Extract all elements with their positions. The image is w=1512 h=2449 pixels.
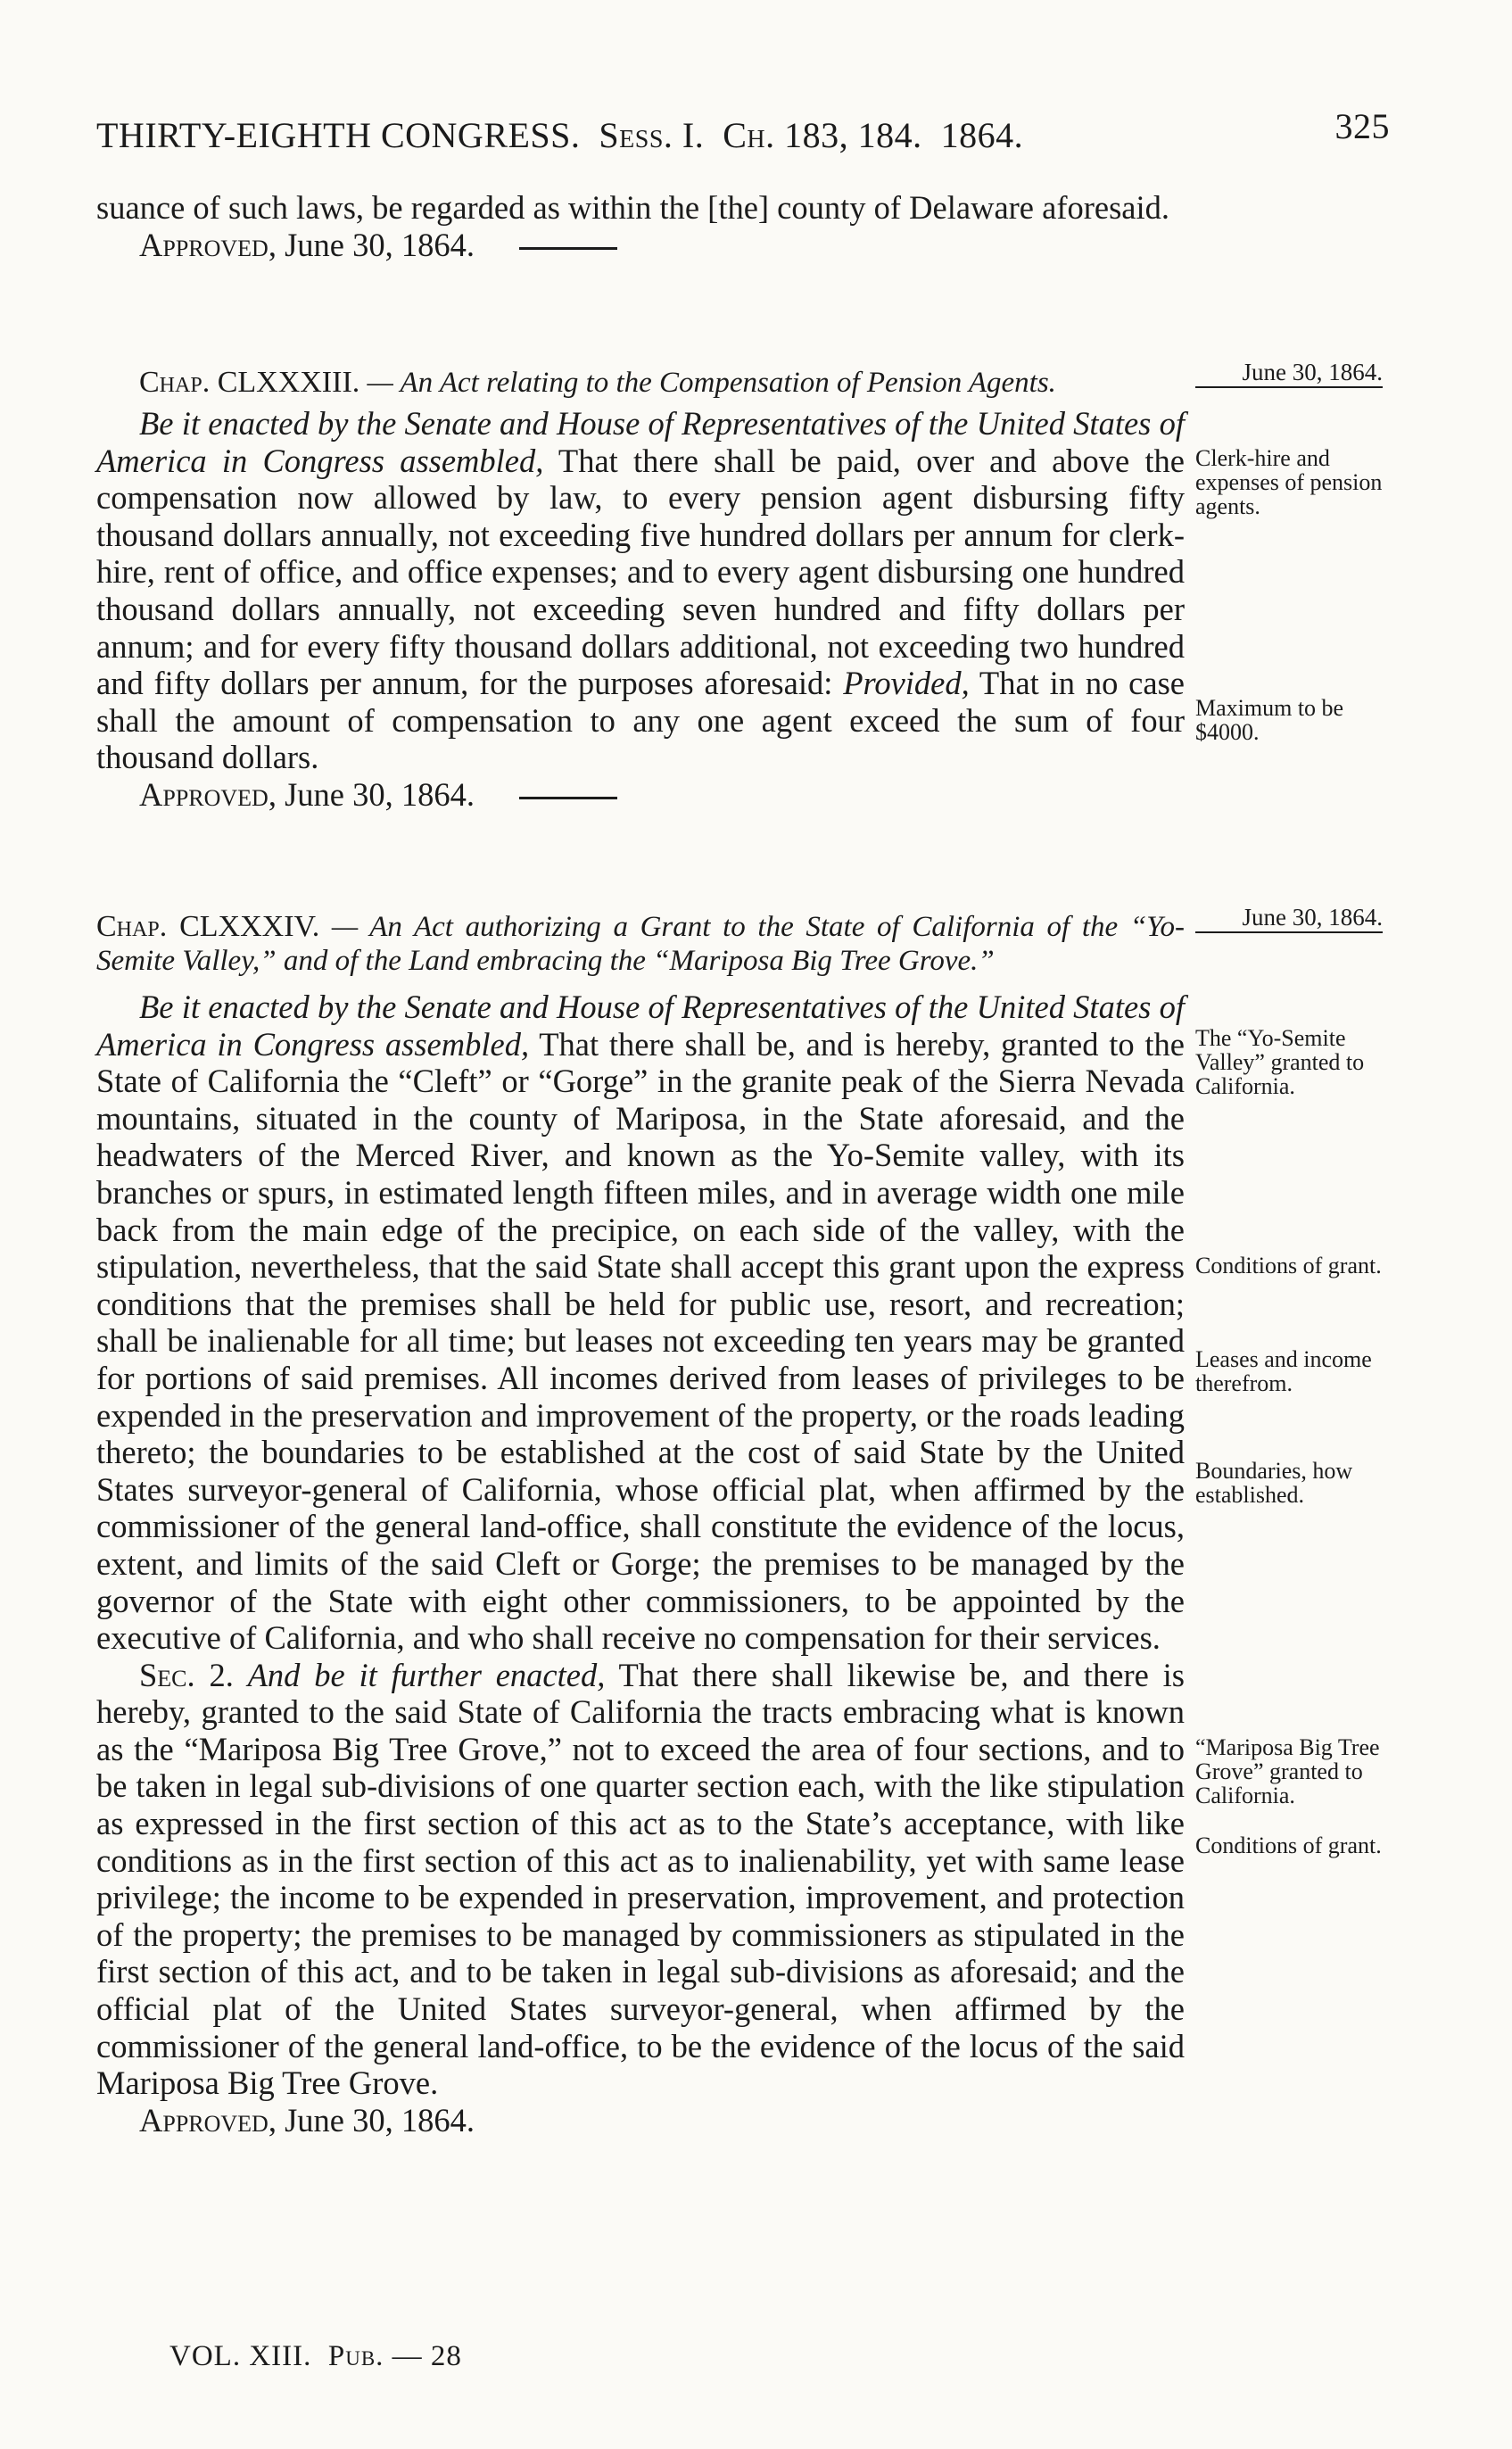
- chapter-range: Ch. 183, 184.: [723, 115, 922, 155]
- running-head: [96, 114, 1023, 156]
- proviso: Provided,: [843, 665, 970, 702]
- chapter-183-body: Be it enacted by the Senate and House of Representatives of the United States of America in Congress assembled, That there shall be paid, over and above the compensation now allowed by law, to every pension agent disbursing fifty thousand dollars annually, not exceeding five hundred dollars per annum for clerk-hire, rent of office, and office expenses; and to every agent disbursing one hundred thousand dollars annually, not exceeding seven hundred and fifty dollars per annum; and for every fifty thousand dollars additional, not exceeding two hundred and fifty dollars per annum, for the purposes aforesaid: Provided, That in no case shall the amount of compensation to any one agent exceed the sum of four thousand dollars.: [96, 405, 1186, 776]
- carryover-section: [96, 189, 1185, 263]
- page-number: 325: [1334, 106, 1390, 146]
- margin-note: Maximum to be $4000.: [1195, 695, 1344, 745]
- section-label: Sec. 2.: [139, 1656, 234, 1693]
- chapter-184-section-2: Sec. 2. And be it further enacted, That there shall likewise be, and there is hereby, granted to the said State of California the tracts embracing what is known as the “Mariposa Big Tree Grove,” not to exceed the area of four sections, and to be taken in legal sub-divisions of one quarter section each, with the like stipulation as expressed in the first section of this act as to the State’s acceptance, with like conditions as in the first section of this act as to inalienability, yet with same lease privilege; the income to be expended in preservation, improvement, and protection of the property; the premises to be managed by commissioners as stipulated in the first section of this act, and to be taken in legal sub-divisions as aforesaid; and the official plat of the United States surveyor-general, when affirmed by the commissioner of the general land-office, to be the evidence of the locus of the said Mariposa Big Tree Grove.: [96, 1656, 1185, 2102]
- section-rule: [519, 797, 617, 799]
- enacting-clause: Be it enacted by the Senate and House of Representatives of the United States of America in Congress assembled,: [96, 989, 1185, 1063]
- running-header: [96, 106, 1390, 164]
- chapter-183: [96, 366, 1185, 814]
- margin-note: The “Yo-Semite Valley” granted to California.: [1195, 1025, 1365, 1099]
- volume-label: VOL. XIII.: [169, 2340, 312, 2372]
- session: Sess. I.: [599, 115, 705, 155]
- chapter-183-approved: Approved, June 30, 1864.: [96, 776, 1185, 814]
- margin-note: Boundaries, how established.: [1195, 1458, 1353, 1508]
- margin-note: Conditions of grant.: [1195, 1253, 1382, 1278]
- margin-note: “Mariposa Big Tree Grove” granted to California.: [1195, 1734, 1380, 1808]
- pub-label: Pub. — 28: [327, 2340, 462, 2372]
- carryover-text: suance of such laws, be regarded as within the [the] county of Delaware aforesaid.: [96, 189, 1170, 226]
- margin-note: Clerk-hire and expenses of pension agents.: [1195, 445, 1383, 519]
- chapter-184-date-note: June 30, 1864.: [1195, 906, 1405, 933]
- chapter-183-title: Chap. CLXXXIII. — An Act relating to the Compensation of Pension Agents.: [139, 366, 1056, 399]
- margin-note: Leases and income therefrom.: [1195, 1346, 1372, 1396]
- chapter-184-title: Chap. CLXXXIV. — An Act authorizing a Grant to the State of California of the “Yo-Semite Valley,” and of the Land embracing the “Mariposa Big Tree Grove.”: [96, 910, 1185, 977]
- chapter-184: [96, 910, 1185, 2139]
- carryover-approved: Approved, June 30, 1864.: [96, 227, 1185, 264]
- chapter-183-date-note: June 30, 1864.: [1195, 360, 1405, 388]
- header-year: 1864.: [940, 115, 1024, 155]
- chapter-184-section-1: Be it enacted by the Senate and House of Representatives of the United States of America in Congress assembled, That there shall be, and is hereby, granted to the State of California the “Cleft” or “Gorge” in the granite peak of the Sierra Nevada mountains, situated in the county of Mariposa, in the State aforesaid, and the headwaters of the Merced River, and known as the Yo-Semite valley, with its branches or spurs, in estimated length fifteen miles, and in average width one mile back from the main edge of the precipice, on each side of the valley, with the stipulation, nevertheless, that the said State shall accept this grant upon the express conditions that the premises shall be held for public use, resort, and recreation; shall be inalienable for all time; but leases not exceeding ten years may be granted for portions of said premises. All incomes derived from leases of privileges to be expended in the preservation and improvement of the property, or the roads leading thereto; the boundaries to be established at the cost of said State by the United States surveyor-general of California, whose official plat, when affirmed by the commissioner of the general land-office, shall constitute the evidence of the locus, extent, and limits of the said Cleft or Gorge; the premises to be managed by the governor of the State with eight other commissioners, to be appointed by the executive of California, and who shall receive no compensation for their services.: [96, 989, 1185, 1657]
- margin-note: Conditions of grant.: [1195, 1833, 1382, 1858]
- section-rule: [519, 247, 617, 250]
- chapter-184-approved: Approved, June 30, 1864.: [139, 2101, 475, 2139]
- enacting-clause: Be it enacted by the Senate and House of Representatives of the United States of America in Congress assembled,: [96, 405, 1185, 479]
- congress-name: THIRTY-EIGHTH CONGRESS.: [96, 115, 581, 155]
- volume-footer: [169, 2340, 462, 2373]
